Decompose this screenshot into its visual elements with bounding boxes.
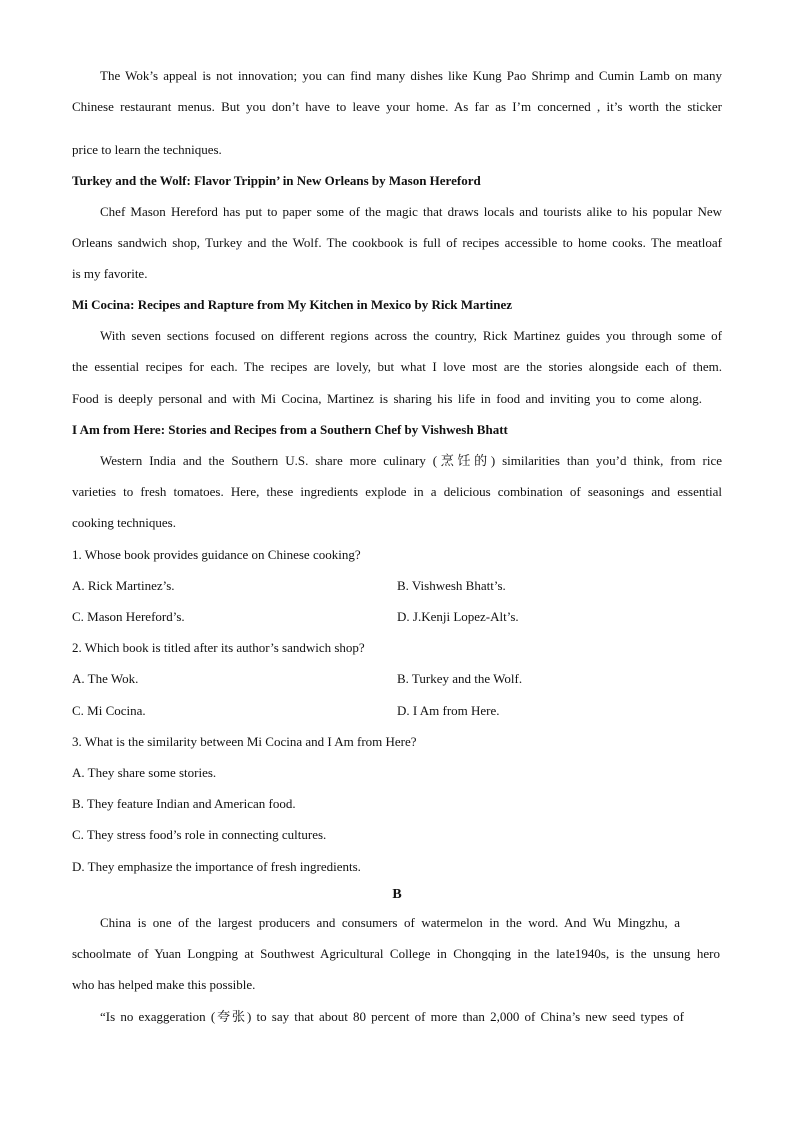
passage-b-paragraph-1-line-2: schoolmate of Yuan Longping at Southwest Agricultural College in Chongqing in the late1940s, is the unsung hero (72, 946, 720, 961)
question-2-option-b: B. Turkey and the Wolf. (397, 671, 523, 686)
question-1-stem: 1. Whose book provides guidance on Chinese cooking? (72, 547, 361, 562)
passage-b-paragraph-1-line-1: China is one of the largest producers and consumers of watermelon in the word. And Wu Mingzhu, a (100, 915, 680, 930)
turkey-paragraph-line-2: Orleans sandwich shop, Turkey and the Wolf. The cookbook is full of recipes accessible to home cooks. The meatloaf (72, 235, 722, 250)
question-2-option-d: D. I Am from Here. (397, 703, 500, 718)
question-1-option-d: D. J.Kenji Lopez-Alt’s. (397, 609, 519, 624)
here-paragraph-line-3: cooking techniques. (72, 515, 176, 530)
section-heading-b: B (392, 887, 402, 902)
cocina-paragraph-line-3: Food is deeply personal and with Mi Cocina, Martinez is sharing his life in food and inviting you to come along. (72, 391, 702, 406)
book-title-turkey: Turkey and the Wolf: Flavor Trippin’ in New Orleans by Mason Hereford (72, 173, 481, 188)
question-1-option-a: A. Rick Martinez’s. (72, 578, 175, 593)
question-3-stem: 3. What is the similarity between Mi Cocina and I Am from Here? (72, 734, 417, 749)
question-3-option-a: A. They share some stories. (72, 765, 217, 780)
wok-paragraph-line-3: price to learn the techniques. (72, 142, 222, 157)
passage-b-paragraph-2-line-1: “Is no exaggeration (夸张) to say that about 80 percent of more than 2,000 of China’s new seed types of (100, 1009, 684, 1024)
turkey-paragraph-line-3: is my favorite. (72, 266, 148, 281)
wok-paragraph-line-1: The Wok’s appeal is not innovation; you can find many dishes like Kung Pao Shrimp and Cumin Lamb on many (100, 68, 722, 83)
turkey-paragraph-line-1: Chef Mason Hereford has put to paper some of the magic that draws locals and tourists alike to his popular New (100, 204, 722, 219)
here-paragraph-line-2: varieties to fresh tomatoes. Here, these ingredients explode in a delicious combination of seasonings and essential (72, 484, 722, 499)
passage-b-paragraph-1-line-3: who has helped make this possible. (72, 977, 256, 992)
question-2-stem: 2. Which book is titled after its author’s sandwich shop? (72, 640, 365, 655)
question-1-option-c: C. Mason Hereford’s. (72, 609, 185, 624)
question-3-option-d: D. They emphasize the importance of fresh ingredients. (72, 859, 361, 874)
book-title-i-am-from-here: I Am from Here: Stories and Recipes from a Southern Chef by Vishwesh Bhatt (72, 422, 508, 437)
cocina-paragraph-line-1: With seven sections focused on different regions across the country, Rick Martinez guides you through some of (100, 328, 722, 343)
question-1-option-b: B. Vishwesh Bhatt’s. (397, 578, 506, 593)
question-2-option-a: A. The Wok. (72, 671, 139, 686)
book-title-mi-cocina: Mi Cocina: Recipes and Rapture from My Kitchen in Mexico by Rick Martinez (72, 297, 513, 312)
question-3-option-b: B. They feature Indian and American food. (72, 796, 296, 811)
question-2-option-c: C. Mi Cocina. (72, 703, 146, 718)
question-3-option-c: C. They stress food’s role in connecting cultures. (72, 827, 327, 842)
wok-paragraph-line-2: Chinese restaurant menus. But you don’t have to leave your home. As far as I’m concerned , it’s worth the sticker (72, 99, 722, 114)
here-paragraph-line-1: Western India and the Southern U.S. share more culinary (烹饪的) similarities than you’d think, from rice (100, 453, 722, 468)
cocina-paragraph-line-2: the essential recipes for each. The recipes are lovely, but what I love most are the stories alongside each of them. (72, 359, 722, 374)
